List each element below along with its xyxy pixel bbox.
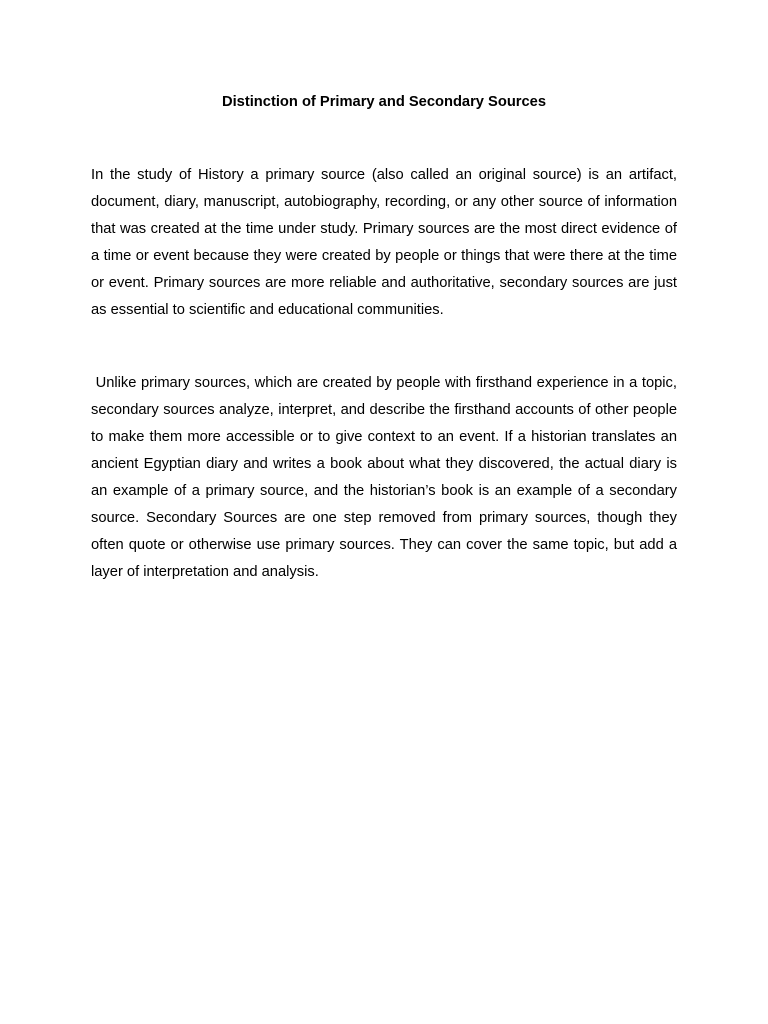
document-title: Distinction of Primary and Secondary Sources — [221, 94, 547, 110]
paragraph-primary-sources: In the study of History a primary source (also called an original source) is an artifact, document, diary, manuscript, autobiography, recording, or any other source of information that was created at the time under study. Primary sources are the most direct evidence of a time or event because they were created by people or things that were there at the time or event. Primary sources are more reliable and authoritative, secondary sources are just as essential to scientific and educational communities. — [91, 167, 682, 318]
paragraph-secondary-sources: Unlike primary sources, which are created by people with firsthand experience in a topic, secondary sources analyze, interpret, and describe the firsthand accounts of other people to make them more accessible or to give context to an event. If a historian translates an ancient Egyptian diary and writes a book about what they discovered, the actual diary is an example of a primary source, and the historian’s book is an example of a secondary source. Secondary Sources are one step removed from primary sources, though they often quote or otherwise use primary sources. They can cover the same topic, but add a layer of interpretation and analysis. — [91, 375, 682, 580]
